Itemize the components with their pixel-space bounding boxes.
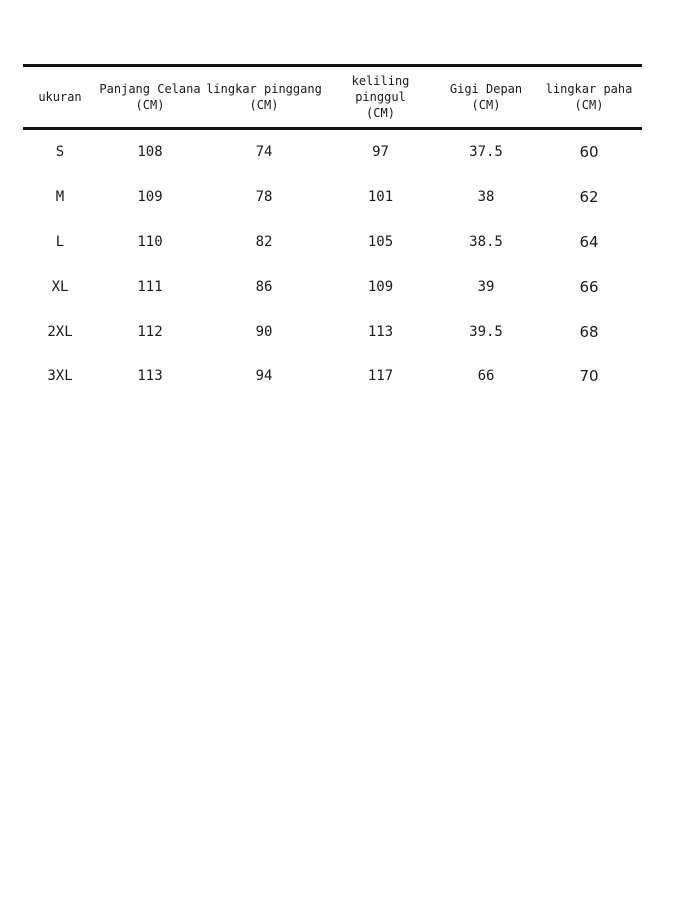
cell-hip: 109 xyxy=(367,278,394,295)
header-hip-unit: (CM) xyxy=(366,106,395,120)
header-thigh-label: lingkar paha xyxy=(545,82,633,96)
cell-thigh: 60 xyxy=(579,143,599,162)
size-chart-table xyxy=(23,64,642,399)
cell-hip: 97 xyxy=(372,144,389,161)
cell-front-rise: 39.5 xyxy=(469,323,503,340)
table-row xyxy=(23,220,642,265)
table-body xyxy=(23,129,642,399)
header-hip xyxy=(325,66,436,129)
cell-size: XL xyxy=(51,278,69,295)
cell-size: 3XL xyxy=(47,368,73,385)
cell-hip: 113 xyxy=(367,323,394,340)
header-pants-length xyxy=(97,66,203,129)
cell-pants-length: 110 xyxy=(137,233,163,250)
cell-waist: 82 xyxy=(255,233,273,250)
cell-thigh: 64 xyxy=(579,232,599,251)
header-hip-label-1: keliling xyxy=(351,74,410,88)
header-front-rise xyxy=(436,66,536,129)
header-pants-length-label: Panjang Celana xyxy=(99,82,201,96)
header-waist-label: lingkar pinggang xyxy=(206,82,322,96)
cell-hip: 105 xyxy=(367,233,394,250)
cell-size: M xyxy=(55,189,65,206)
cell-pants-length: 108 xyxy=(137,144,163,161)
cell-front-rise: 38.5 xyxy=(469,233,503,250)
cell-hip: 101 xyxy=(367,189,394,206)
table-row xyxy=(23,264,642,309)
cell-waist: 94 xyxy=(255,368,273,385)
cell-waist: 86 xyxy=(255,278,273,295)
header-hip-label-2: pinggul xyxy=(355,90,406,104)
table-header xyxy=(23,66,642,129)
cell-pants-length: 111 xyxy=(137,278,163,295)
header-front-rise-unit: (CM) xyxy=(471,98,501,112)
cell-waist: 90 xyxy=(255,323,273,340)
cell-waist: 74 xyxy=(255,144,273,161)
table-row xyxy=(23,309,642,354)
header-pants-length-unit: (CM) xyxy=(135,98,165,112)
cell-front-rise: 38 xyxy=(477,189,495,206)
header-thigh xyxy=(536,66,642,129)
header-size xyxy=(23,66,97,129)
cell-thigh: 66 xyxy=(579,277,599,296)
cell-pants-length: 113 xyxy=(137,368,163,385)
cell-size: S xyxy=(55,144,65,161)
header-thigh-unit: (CM) xyxy=(574,98,604,112)
table-row xyxy=(23,129,642,175)
cell-pants-length: 109 xyxy=(137,189,163,206)
cell-size: 2XL xyxy=(47,323,73,340)
cell-thigh: 62 xyxy=(579,188,599,207)
cell-hip: 117 xyxy=(367,368,394,385)
table-row xyxy=(23,354,642,399)
header-size-label: ukuran xyxy=(38,90,82,104)
cell-waist: 78 xyxy=(255,189,273,206)
header-waist-unit: (CM) xyxy=(249,98,279,112)
table-row xyxy=(23,175,642,220)
header-row xyxy=(23,66,642,129)
cell-front-rise: 37.5 xyxy=(469,144,503,161)
header-waist xyxy=(203,66,325,129)
cell-front-rise: 66 xyxy=(477,368,495,385)
cell-thigh: 68 xyxy=(579,322,599,341)
header-front-rise-label: Gigi Depan xyxy=(449,82,523,96)
cell-front-rise: 39 xyxy=(477,278,495,295)
cell-thigh: 70 xyxy=(579,367,599,386)
cell-pants-length: 112 xyxy=(137,323,163,340)
cell-size: L xyxy=(55,233,65,250)
